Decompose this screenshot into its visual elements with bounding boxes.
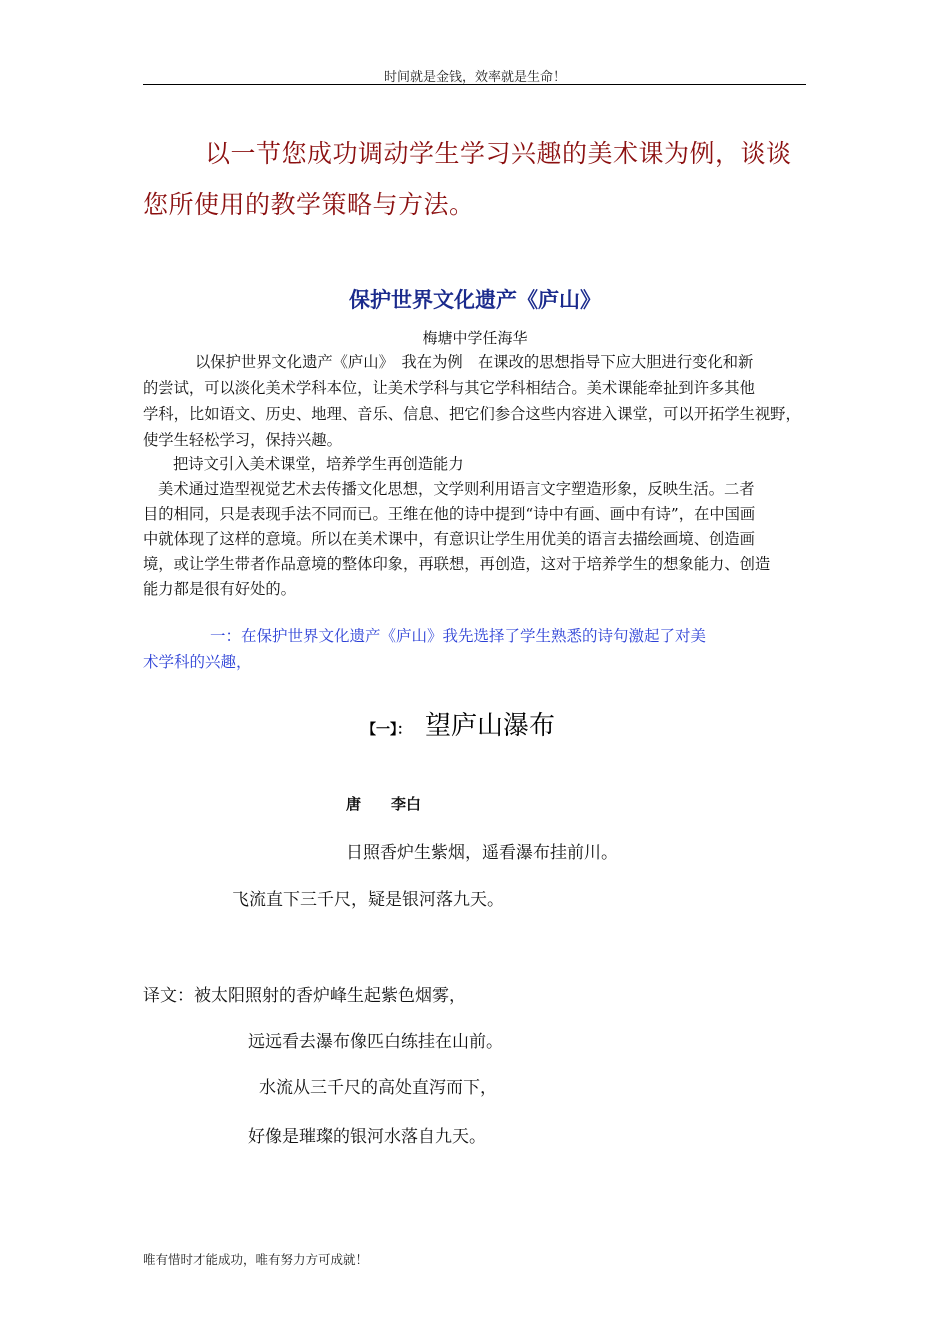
- point-one-line-1: 一：在保护世界文化遗产《庐山》我先选择了学生熟悉的诗句激起了对美: [210, 627, 707, 645]
- question-line-1: 以一节您成功调动学生学习兴趣的美术课为例，谈谈: [205, 139, 792, 168]
- section-line: 中就体现了这样的意境。所以在美术课中，有意识让学生用优美的语言去描绘画境、创造画: [143, 530, 755, 548]
- article-byline: 梅塘中学任海华: [422, 329, 528, 347]
- section-line: 美术通过造型视觉艺术去传播文化思想，文学则利用语言文字塑造形象，反映生活。二者: [158, 480, 755, 498]
- translation-line: 水流从三千尺的高处直泻而下，: [259, 1078, 497, 1098]
- poem-heading: [362, 705, 555, 742]
- page-footer: 唯有惜时才能成功，唯有努力方可成就！: [143, 1252, 369, 1267]
- section-line: 能力都是很有好处的。: [143, 580, 296, 598]
- point-one-line-2: 术学科的兴趣，: [143, 653, 252, 671]
- intro-line: 学科，比如语文、历史、地理、音乐、信息、把它们参合这些内容进入课堂，可以开拓学生视野，: [143, 405, 801, 423]
- intro-line: 的尝试，可以淡化美术学科本位，让美术学科与其它学科相结合。美术课能牵扯到许多其他: [143, 379, 755, 397]
- poem-line: 飞流直下三千尺，疑是银河落九天。: [232, 890, 504, 910]
- intro-line: 使学生轻松学习，保持兴趣。: [143, 431, 342, 449]
- header-divider: [143, 84, 806, 85]
- page-header: 时间就是金钱，效率就是生命！: [383, 70, 566, 85]
- section-heading: 把诗文引入美术课堂，培养学生再创造能力: [173, 455, 464, 473]
- poem-author: 唐 李白: [346, 795, 422, 813]
- translation-line: 译文：被太阳照射的香炉峰生起紫色烟雾，: [143, 986, 466, 1006]
- poem-number: 【一】：: [362, 722, 411, 738]
- question-line-2: 您所使用的教学策略与方法。: [143, 190, 475, 219]
- poem-title: 望庐山瀑布: [425, 711, 556, 741]
- section-line: 目的相同，只是表现手法不同而已。王维在他的诗中提到“诗中有画、画中有诗”，在中国画: [143, 505, 756, 523]
- article-title: 保护世界文化遗产《庐山》: [349, 288, 601, 312]
- translation-line: 远远看去瀑布像匹白练挂在山前。: [248, 1032, 503, 1052]
- poem-line: 日照香炉生紫烟，遥看瀑布挂前川。: [346, 843, 618, 863]
- translation-line: 好像是璀璨的银河水落自九天。: [248, 1127, 486, 1147]
- section-line: 境，或让学生带者作品意境的整体印象，再联想，再创造，这对于培养学生的想象能力、创造: [143, 555, 771, 573]
- intro-line: 以保护世界文化遗产《庐山》 我在为例 在课改的思想指导下应大胆进行变化和新: [195, 353, 754, 371]
